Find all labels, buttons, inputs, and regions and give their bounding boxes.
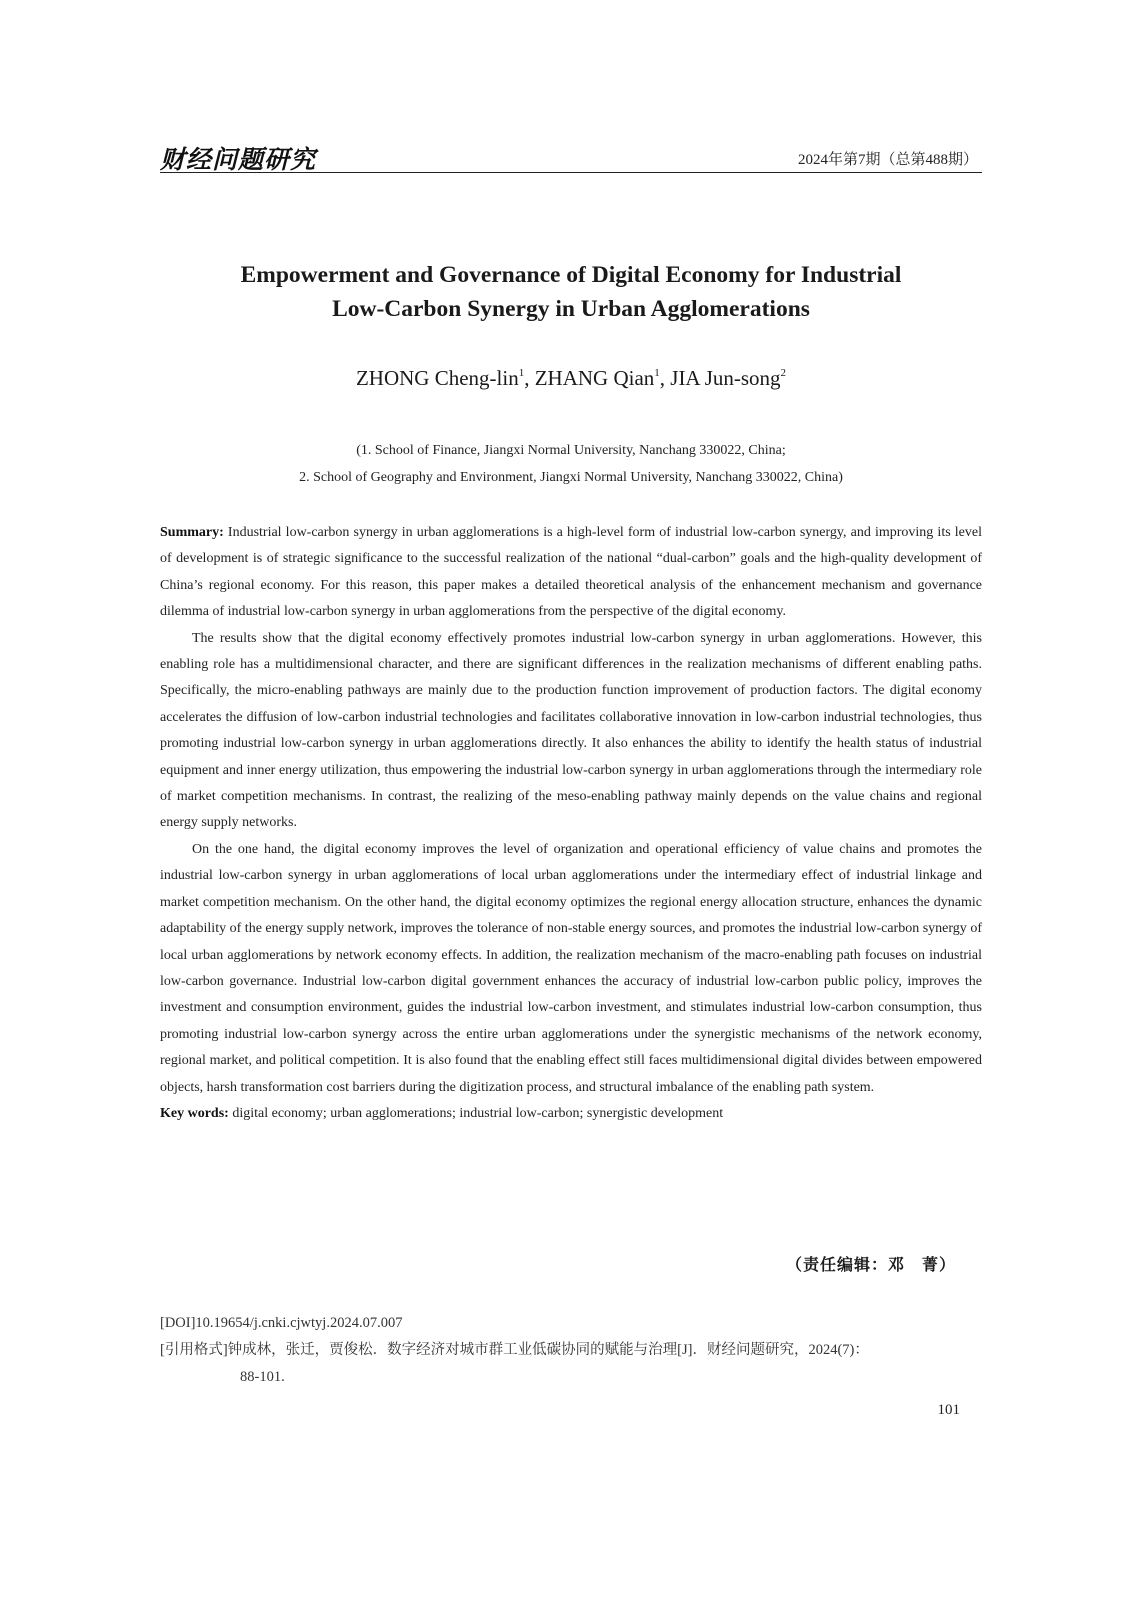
author-name: ZHONG Cheng-lin xyxy=(355,366,519,390)
keywords-text: digital economy; urban agglomerations; industrial low-carbon; synergistic development xyxy=(232,1105,724,1121)
author-affiliation-mark: 1 xyxy=(654,367,660,379)
citation-format-line: [引用格式]钟成林，张迁，贾俊松．数字经济对城市群工业低碳协同的赋能与治理[J]．财经问题研究，2024(7)： xyxy=(160,1342,869,1358)
abstract-paragraph-1 xyxy=(160,520,982,626)
affiliation-1: (1. School of Finance, Jiangxi Normal University, Nanchang 330022, China; xyxy=(356,443,786,458)
page-number: 101 xyxy=(937,1402,960,1418)
citation-info xyxy=(160,1310,982,1391)
affiliations xyxy=(160,437,982,491)
citation-format-pages: 88-101. xyxy=(240,1369,285,1385)
author-list xyxy=(160,366,982,391)
journal-header xyxy=(160,144,982,173)
keywords-label: Key words: xyxy=(160,1105,229,1121)
author-separator: , xyxy=(524,366,535,390)
summary-label: Summary: xyxy=(160,525,224,540)
title-line-2: Low-Carbon Synergy in Urban Agglomerations xyxy=(332,296,810,322)
title-line-1: Empowerment and Governance of Digital Economy for Industrial xyxy=(240,262,902,288)
author-name: JIA Jun-song xyxy=(670,366,781,390)
abstract-text-1: Industrial low-carbon synergy in urban agglomerations is a high-level form of industrial low-carbon synergy, and improving its level of development is of strategic significance to the successful realization of the national “dual-carbon” goals and the high-quality development of China’s regional economy. For this reason, this paper makes a detailed theoretical analysis of the enhancement mechanism and governance dilemma of industrial low-carbon synergy in urban agglomerations from the perspective of the digital economy. xyxy=(160,525,982,620)
author-name: ZHANG Qian xyxy=(534,366,655,390)
keywords xyxy=(160,1101,982,1127)
author-affiliation-mark: 1 xyxy=(518,367,525,379)
affiliation-2: 2. School of Geography and Environment, Jiangxi Normal University, Nanchang 330022, China) xyxy=(299,470,843,485)
abstract-paragraph-2: The results show that the digital economy effectively promotes industrial low-carbon synergy in urban agglomerations. However, this enabling role has a multidimensional character, and there are significant differences in the realization mechanisms of different enabling paths. Specifically, the micro-enabling pathways are mainly due to the production function improvement of production factors. The digital economy accelerates the diffusion of low-carbon industrial technologies and facilitates collaborative innovation in low-carbon industrial technologies, thus promoting industrial low-carbon synergy in urban agglomerations directly. It also enhances the ability to identify the health status of industrial equipment and inner energy utilization, thus empowering the industrial low-carbon synergy in urban agglomerations through the intermediary role of market competition mechanisms. In contrast, the realizing of the meso-enabling pathway mainly depends on the value chains and regional energy supply networks. xyxy=(160,630,982,831)
issue-info: 2024年第7期（总第488期） xyxy=(797,152,978,168)
abstract-paragraph-3: On the one hand, the digital economy improves the level of organization and operational efficiency of value chains and promotes the industrial low-carbon synergy in urban agglomerations of local urban agglomerations under the intermediary effect of industrial linkage and market competition mechanism. On the other hand, the digital economy optimizes the regional energy allocation structure, enhances the dynamic adaptability of the energy supply network, improves the tolerance of non-stable energy sources, and promotes the industrial low-carbon synergy of local urban agglomerations by network economy effects. In addition, the realization mechanism of the macro-enabling path focuses on industrial low-carbon governance. Industrial low-carbon digital government enhances the accuracy of industrial low-carbon public policy, improves the investment and consumption environment, guides the industrial low-carbon investment, and stimulates industrial low-carbon consumption, thus promoting industrial low-carbon synergy across the entire urban agglomerations under the synergistic mechanisms of the network economy, regional market, and political competition. It is also found that the enabling effect still faces multidimensional digital divides between empowered objects, harsh transformation cost barriers during the digitization process, and structural imbalance of the enabling path system. xyxy=(160,841,982,1095)
author-separator: , xyxy=(659,366,671,390)
responsible-editor: （责任编辑：邓 菁） xyxy=(785,1255,956,1274)
paper-title xyxy=(160,258,982,326)
abstract xyxy=(160,520,982,1127)
journal-logo: 财经问题研究 xyxy=(160,145,317,174)
author-affiliation-mark: 2 xyxy=(780,367,787,379)
doi-line: [DOI]10.19654/j.cnki.cjwtyj.2024.07.007 xyxy=(160,1315,403,1331)
